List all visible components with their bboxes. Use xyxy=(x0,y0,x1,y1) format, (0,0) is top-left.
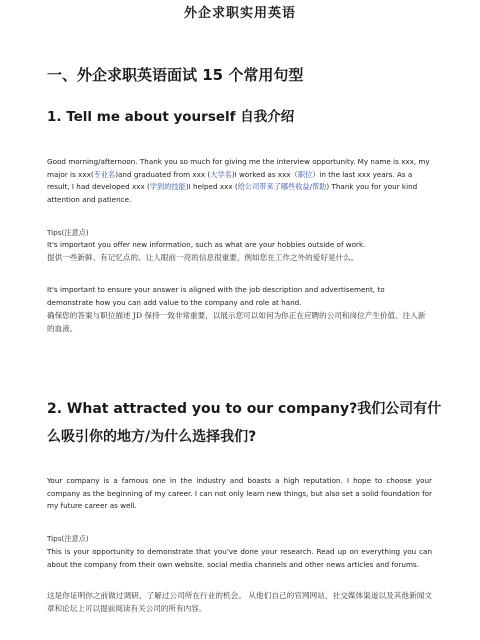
placeholder-skills: 学到的技能 xyxy=(149,182,186,192)
section-heading: 一、外企求职英语面试 15 个常用句型 xyxy=(47,66,304,84)
answer-text: ) Thank you for your kind attention and patience. xyxy=(47,182,418,204)
question-1-tips-label: Tips(注意点) xyxy=(47,228,89,237)
document-title: 外企求职实用英语 xyxy=(183,6,296,21)
question-2-sample-answer: Your company is a famous one in the industry and boasts a high reputation. I hope to choose your company as the beginning of my career. I can not only learn new things, but also set a solid foundation for my future career as well. xyxy=(47,476,432,511)
question-1-heading: 1. Tell me about yourself 自我介绍 xyxy=(47,109,295,125)
answer-text: )I helped xxx ( xyxy=(185,182,238,192)
question-1-tip-2-chinese: 确保您的答案与职位描述 JD 保持一致非常重要，以展示您可以如何为你正在应聘的公司和岗位产生价值、注入新的血液。 xyxy=(47,311,426,333)
question-2-tip-chinese: 这是你证明你之前做过调研、了解过公司所在行业的机会。 从他们自己的官网网站，社交媒体渠道以及其他新闻文章和论坛上可以提前阅读有关公司的所有内容。 xyxy=(47,591,432,613)
placeholder-university: 大学名 xyxy=(210,169,232,179)
placeholder-contribution: 给公司带来了哪些收益/帮助 xyxy=(237,182,327,192)
question-1-sample-answer xyxy=(47,156,432,206)
placeholder-major: 专业名 xyxy=(93,169,116,179)
answer-text: )I worked as xxx（ xyxy=(231,169,298,179)
answer-text: ）in the last xxx years. As a result, I had developed xxx ( xyxy=(47,169,413,192)
placeholder-position: 职位 xyxy=(297,169,313,179)
question-2-tip-english: This is your opportunity to demonstrate that you've done your research. Read up on everything you can about the company from their own website. social media channels and other news articles and forums. xyxy=(47,547,432,569)
answer-text: )and graduated from xxx ( xyxy=(115,169,211,179)
question-1-tip-1-english: It's important you offer new information, such as what are your hobbies outside of work. xyxy=(47,240,366,249)
answer-text: Good morning/afternoon. Thank you so much for giving me the interview opportunity. My name is xxx, my major is xxx( xyxy=(47,157,430,179)
question-1-tip-2-english: It's important to ensure your answer is aligned with the job description and advertisement, to demonstrate how you can add value to the company and role at hand. xyxy=(47,285,385,307)
question-1-tip-1-chinese: 提供一些新鲜、有记忆点的、让人眼前一亮的信息很重要，例如您在工作之外的爱好是什么。 xyxy=(47,253,359,262)
question-2-heading: 2. What attracted you to our company?我们公司有什么吸引你的地方/为什么选择我们? xyxy=(47,401,442,445)
question-2-tips-label: Tips(注意点) xyxy=(47,534,89,543)
